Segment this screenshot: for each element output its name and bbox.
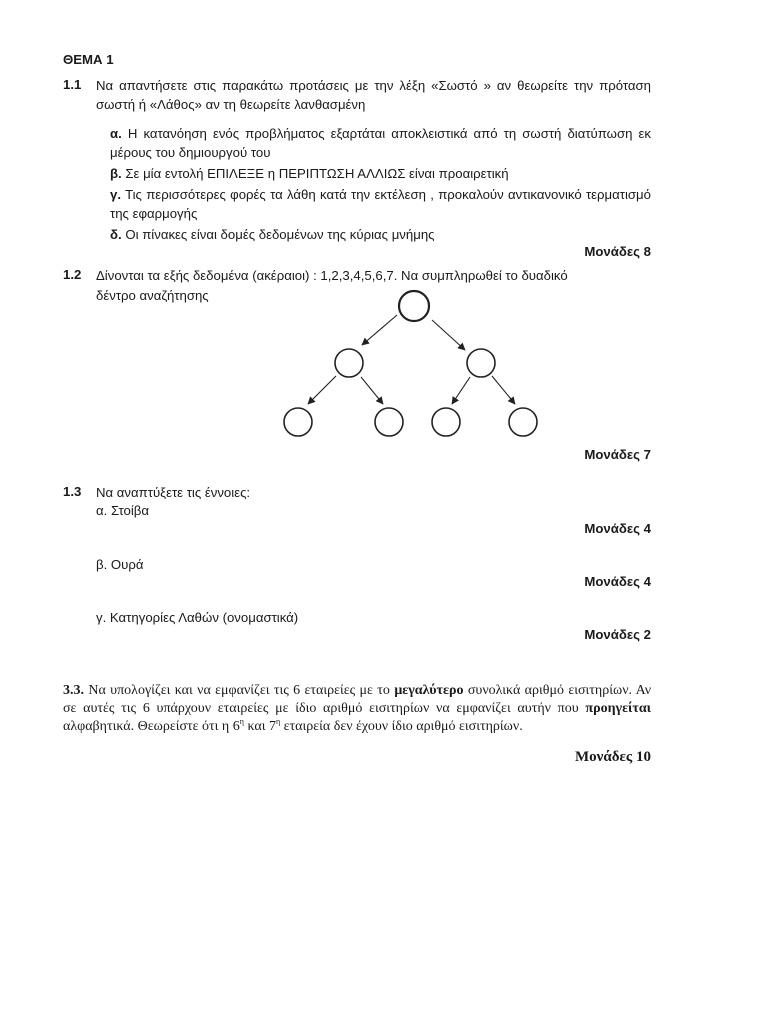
marks-1-1: Μονάδες 8 — [584, 244, 651, 259]
question-3-3-emphasis: μεγαλύτερο — [394, 683, 464, 698]
marks-1-3-b: Μονάδες 4 — [584, 574, 651, 589]
statement-text: Οι πίνακες είναι δομές δεδομένων της κύριας μνήμης — [125, 227, 435, 242]
tree-edge-arrow — [492, 376, 515, 404]
tree-node-right-left[interactable] — [432, 408, 460, 436]
tree-edge-arrow — [308, 376, 336, 404]
statement-text: Τις περισσότερες φορές τα λάθη κατά την εκτέλεση , προκαλούν αντικανονικό τερματισμό της εφαρμογής — [110, 187, 651, 221]
marks-1-3-c: Μονάδες 2 — [584, 627, 651, 642]
marks-1-3-a: Μονάδες 4 — [584, 521, 651, 536]
concept-item: γ. Κατηγορίες Λαθών (ονομαστικά) — [96, 610, 299, 625]
question-3-3-part: συνολικά αριθμό εισιτηρίων. Αν σε αυτές τις 6 υπάρχουν εταιρείες με ίδιο αριθμό εισιτηρίων να εμφανίζει αυτήν που — [63, 683, 652, 716]
tree-node-left[interactable] — [335, 349, 363, 377]
tree-edge-arrow — [362, 315, 397, 345]
page-heading: ΘΕΜΑ 1 — [63, 52, 114, 67]
marks-3-3: Μονάδες 10 — [574, 749, 651, 765]
statement-letter: γ. — [110, 187, 121, 202]
question-number-1-1: 1.1 — [63, 77, 82, 92]
statement-text: Σε μία εντολή ΕΠΙΛΕΞΕ η ΠΕΡΙΠΤΩΣΗ ΑΛΛΙΩΣ είναι προαιρετική — [125, 166, 509, 181]
tree-node-left-left[interactable] — [284, 408, 312, 436]
tree-edge-arrow — [432, 320, 465, 350]
statement-letter: δ. — [110, 227, 122, 242]
question-1-2-text-line-1: Δίνονται τα εξής δεδομένα (ακέραιοι) : 1,2,3,4,5,6,7. Να συμπληρωθεί το δυαδικό — [96, 268, 568, 283]
question-3-3-part: αλφαβητικά. Θεωρείστε ότι η 6 — [63, 719, 240, 734]
statement-text: Η κατανόηση ενός προβλήματος εξαρτάται αποκλειστικά από τη σωστή διατύπωση εκ μέρους του δημιουργού του — [110, 126, 651, 160]
tree-node-right[interactable] — [467, 349, 495, 377]
question-3-3-text — [63, 682, 651, 736]
statement-letter: α. — [110, 126, 122, 141]
superscript: η — [239, 717, 244, 726]
concept-item: α. Στοίβα — [96, 503, 149, 518]
tree-edge-arrow — [361, 377, 383, 404]
tree-edge-arrow — [452, 377, 470, 404]
question-number-3-3: 3.3. — [63, 683, 84, 698]
question-3-3-part: Να υπολογίζει και να εμφανίζει τις 6 εταιρείες με το — [88, 683, 390, 698]
question-1-3-text: Να αναπτύξετε τις έννοιες: — [96, 485, 251, 500]
marks-1-2: Μονάδες 7 — [584, 447, 651, 462]
question-1-2-text-line-2: δέντρο αναζήτησης — [96, 288, 209, 303]
question-number-1-3: 1.3 — [63, 484, 82, 499]
question-3-3-part: εταιρεία δεν έχουν ίδιο αριθμό εισιτηρίων. — [283, 719, 523, 734]
question-number-1-2: 1.2 — [63, 267, 82, 282]
tree-node-left-right[interactable] — [375, 408, 403, 436]
superscript: η — [275, 717, 281, 726]
question-3-3-part: και 7 — [247, 719, 276, 734]
question-3-3-emphasis: προηγείται — [585, 701, 651, 716]
tree-node-right-right[interactable] — [509, 408, 537, 436]
concept-item: β. Ουρά — [96, 557, 144, 572]
question-1-1-text: Να απαντήσετε στις παρακάτω προτάσεις με την λέξη «Σωστό » αν θεωρείτε την πρόταση σωστή ή «Λάθος» αν τη θεωρείτε λανθασμένη — [96, 78, 651, 112]
statement-letter: β. — [110, 166, 122, 181]
tree-node-root[interactable] — [399, 291, 429, 321]
